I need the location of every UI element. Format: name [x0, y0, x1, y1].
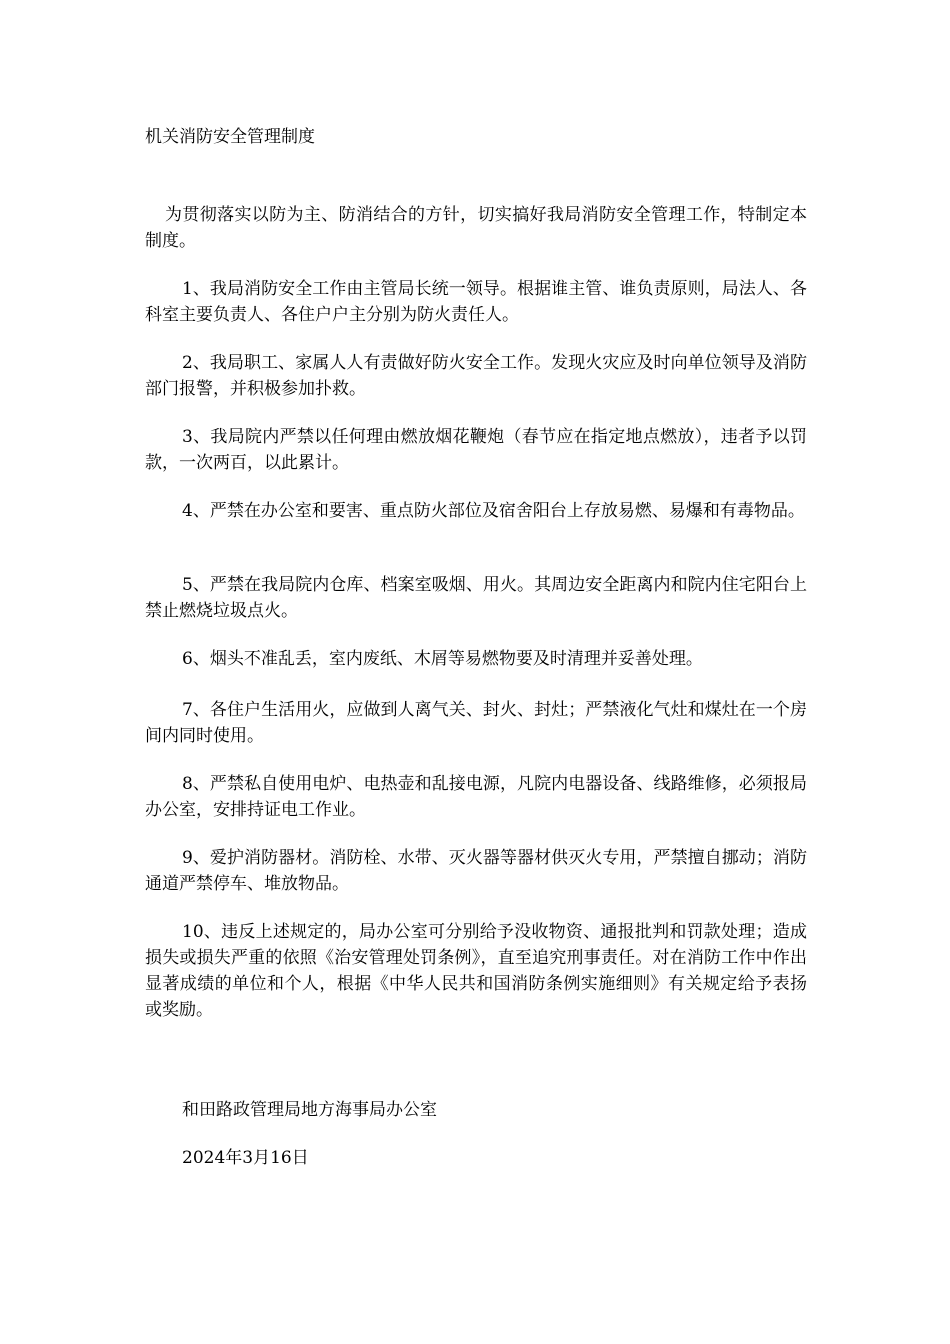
- rule-paragraph-5: 5、严禁在我局院内仓库、档案室吸烟、用火。其周边安全距离内和院内住宅阳台上禁止燃烧垃圾点火。: [145, 575, 807, 621]
- intro-paragraph: 为贯彻落实以防为主、防消结合的方针，切实搞好我局消防安全管理工作，特制定本制度。: [145, 205, 807, 251]
- rule-paragraph-8: 8、严禁私自使用电炉、电热壶和乱接电源，凡院内电器设备、线路维修，必须报局办公室，安排持证电工作业。: [145, 774, 807, 820]
- date-line: 2024年3月16日: [182, 1148, 309, 1168]
- rule-paragraph-3: 3、我局院内严禁以任何理由燃放烟花鞭炮（春节应在指定地点燃放），违者予以罚款，一次两百，以此累计。: [145, 427, 807, 473]
- rule-paragraph-9: 9、爱护消防器材。消防栓、水带、灭火器等器材供灭火专用，严禁擅自挪动；消防通道严禁停车、堆放物品。: [145, 848, 807, 894]
- signature-line: 和田路政管理局地方海事局办公室: [182, 1100, 437, 1120]
- rule-paragraph-6: 6、烟头不准乱丢，室内废纸、木屑等易燃物要及时清理并妥善处理。: [182, 649, 703, 669]
- rule-paragraph-2: 2、我局职工、家属人人有责做好防火安全工作。发现火灾应及时向单位领导及消防部门报警，并积极参加扑救。: [145, 353, 807, 399]
- rule-paragraph-4: 4、严禁在办公室和要害、重点防火部位及宿舍阳台上存放易燃、易爆和有毒物品。: [182, 501, 805, 521]
- rule-paragraph-7: 7、各住户生活用火，应做到人离气关、封火、封灶；严禁液化气灶和煤灶在一个房间内同时使用。: [145, 700, 807, 746]
- document-title: 机关消防安全管理制度: [145, 127, 315, 147]
- rule-paragraph-10: 10、违反上述规定的，局办公室可分别给予没收物资、通报批判和罚款处理；造成损失或损失严重的依照《治安管理处罚条例》，直至追究刑事责任。对在消防工作中作出显著成绩的单位和个人，根据《中华人民共和国消防条例实施细则》有关规定给予表扬或奖励。: [145, 922, 807, 1020]
- rule-paragraph-1: 1、我局消防安全工作由主管局长统一领导。根据谁主管、谁负责原则，局法人、各科室主要负责人、各住户户主分别为防火责任人。: [145, 279, 807, 325]
